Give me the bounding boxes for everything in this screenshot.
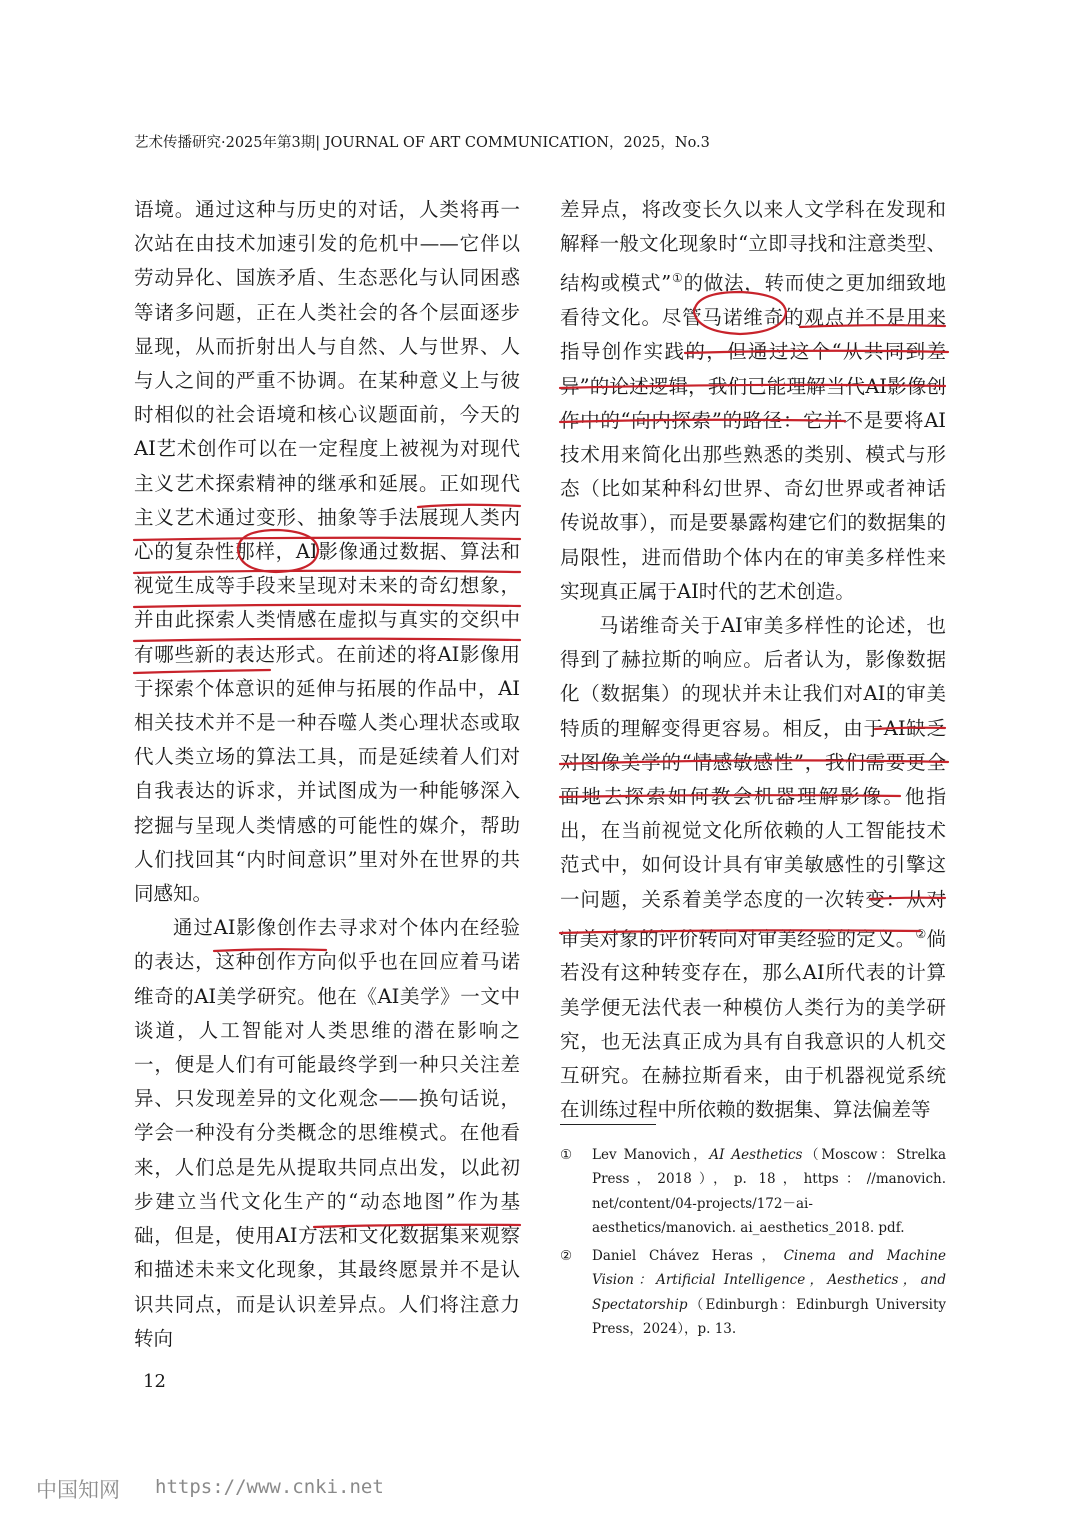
footnote-1 [560, 1143, 946, 1240]
footnote-detail: （Moscow：Strelka Press，2018），p. 18，https：//manovich. net/content/04-projects/172－ai-aesthetics/manovich. ai_aesthetics_2018. pdf. [592, 1147, 946, 1236]
footnote-title: Cinema and Machine Vision：Artificial Intelligence，Aesthetics，and Spectatorship [592, 1248, 946, 1313]
paragraph: 语境。通过这种与历史的对话，人类将再一次站在由技术加速引发的危机中——它伴以劳动异化、国族矛盾、生态恶化与认同困惑等诸多问题，正在人类社会的各个层面逐步显现，从而折射出人与自然、人与世界、人与人之间的严重不协调。在某种意义上与彼时相似的社会语境和核心议题面前，今天的AI艺术创作可以在一定程度上被视为对现代主义艺术探索精神的继承和延展。正如现代主义艺术通过变形、抽象等手法展现人类内心的复杂性那样，AI影像通过数据、算法和视觉生成等手段来呈现对未来的奇幻想象，并由此探索人类情感在虚拟与真实的交织中有哪些新的表达形式。在前述的将AI影像用于探索个体意识的延伸与拓展的作品中，AI相关技术并不是一种吞噬人类心理状态或取代人类立场的算法工具，而是延续着人们对自我表达的诉求，并试图成为一种能够深入挖掘与呈现人类情感的可能性的媒介，帮助人们找回其“内时间意识”里对外在世界的共同感知。 [134, 198, 520, 906]
footnote-author: Daniel Chávez Heras， [592, 1248, 784, 1265]
footnote-ref-1[interactable]: ① [671, 271, 684, 286]
text-run: 差异点，将改变长久以来人文学科在发现和解释一般文化现象时“立即寻找和注意类型、结构或模式” [560, 198, 946, 295]
footnotes [560, 1143, 946, 1345]
left-column [134, 193, 520, 1356]
running-header: 艺术传播研究·2025年第3期| JOURNAL OF ART COMMUNICATION，2025，No.3 [134, 135, 710, 151]
text-run: 马诺维奇关于AI审美多样性的论述，也得到了赫拉斯的响应。后者认为，影像数据化（数据集）的现状并未让我们对AI的审美特质的理解变得更容易。相反，由于AI缺乏对图像美学的“情感敏感性”，我们需要更全面地去探索如何教会机器理解影像。他指出，在当前视觉文化所依赖的人工智能技术范式中，如何设计具有审美敏感性的引擎这一问题，关系着美学态度的一次转变：从对审美对象的评价转向对审美经验的定义。 [560, 613, 946, 951]
paragraph [560, 193, 946, 609]
paragraph [560, 609, 946, 1128]
cnki-url[interactable]: https://www.cnki.net [155, 1476, 384, 1498]
text-run: 的做法，转而使之更加细致地看待文化。尽管马诺维奇的观点并不是用来指导创作实践的，但通过这个“从共同到差异”的论述逻辑，我们已能理解当代AI影像创作中的“向内探索”的路径：它并不是要将AI技术用来简化出那些熟悉的类别、模式与形态（比如某种科幻世界、奇幻世界或者神话传说故事），而是要暴露构建它们的数据集的局限性，进而借助个体内在的审美多样性来实现真正属于AI时代的艺术创造。 [560, 271, 946, 603]
footnote-divider [560, 1124, 656, 1125]
right-column [560, 193, 946, 1127]
footnote-ref-2[interactable]: ② [915, 926, 927, 941]
footnote-detail: （Edinburgh：Edinburgh University Press，2024），p. 13. [592, 1296, 946, 1338]
footnote-mark: ① [560, 1147, 573, 1163]
page-number: 12 [143, 1371, 166, 1392]
footnote-mark: ② [560, 1248, 573, 1265]
paragraph: 通过AI影像创作去寻求对个体内在经验的表达，这种创作方向似乎也在回应着马诺维奇的AI美学研究。他在《AI美学》一文中谈道，人工智能对人类思维的潜在影响之一，便是人们有可能最终学到一种只关注差异、只发现差异的文化观念——换句话说，学会一种没有分类概念的思维模式。在他看来，人们总是先从提取共同点出发，以此初步建立当代文化生产的“动态地图”作为基础，但是，使用AI方法和文化数据集来观察和描述未来文化现象，其最终愿景并不是认识共同点，而是认识差异点。人们将注意力转向 [134, 916, 520, 1350]
footnote-2 [560, 1244, 946, 1341]
footnote-author: Lev Manovich， [592, 1147, 710, 1163]
cnki-brand: 中国知网 [36, 1478, 120, 1502]
text-run: 倘若没有这种转变存在，那么AI所代表的计算美学便无法代表一种模仿人类行为的美学研究，也无法真正成为具有自我意识的人机交互研究。在赫拉斯看来，由于机器视觉系统在训练过程中所依赖的数据集、算法偏差等 [560, 927, 946, 1122]
footnote-title: AI Aesthetics [709, 1147, 803, 1163]
